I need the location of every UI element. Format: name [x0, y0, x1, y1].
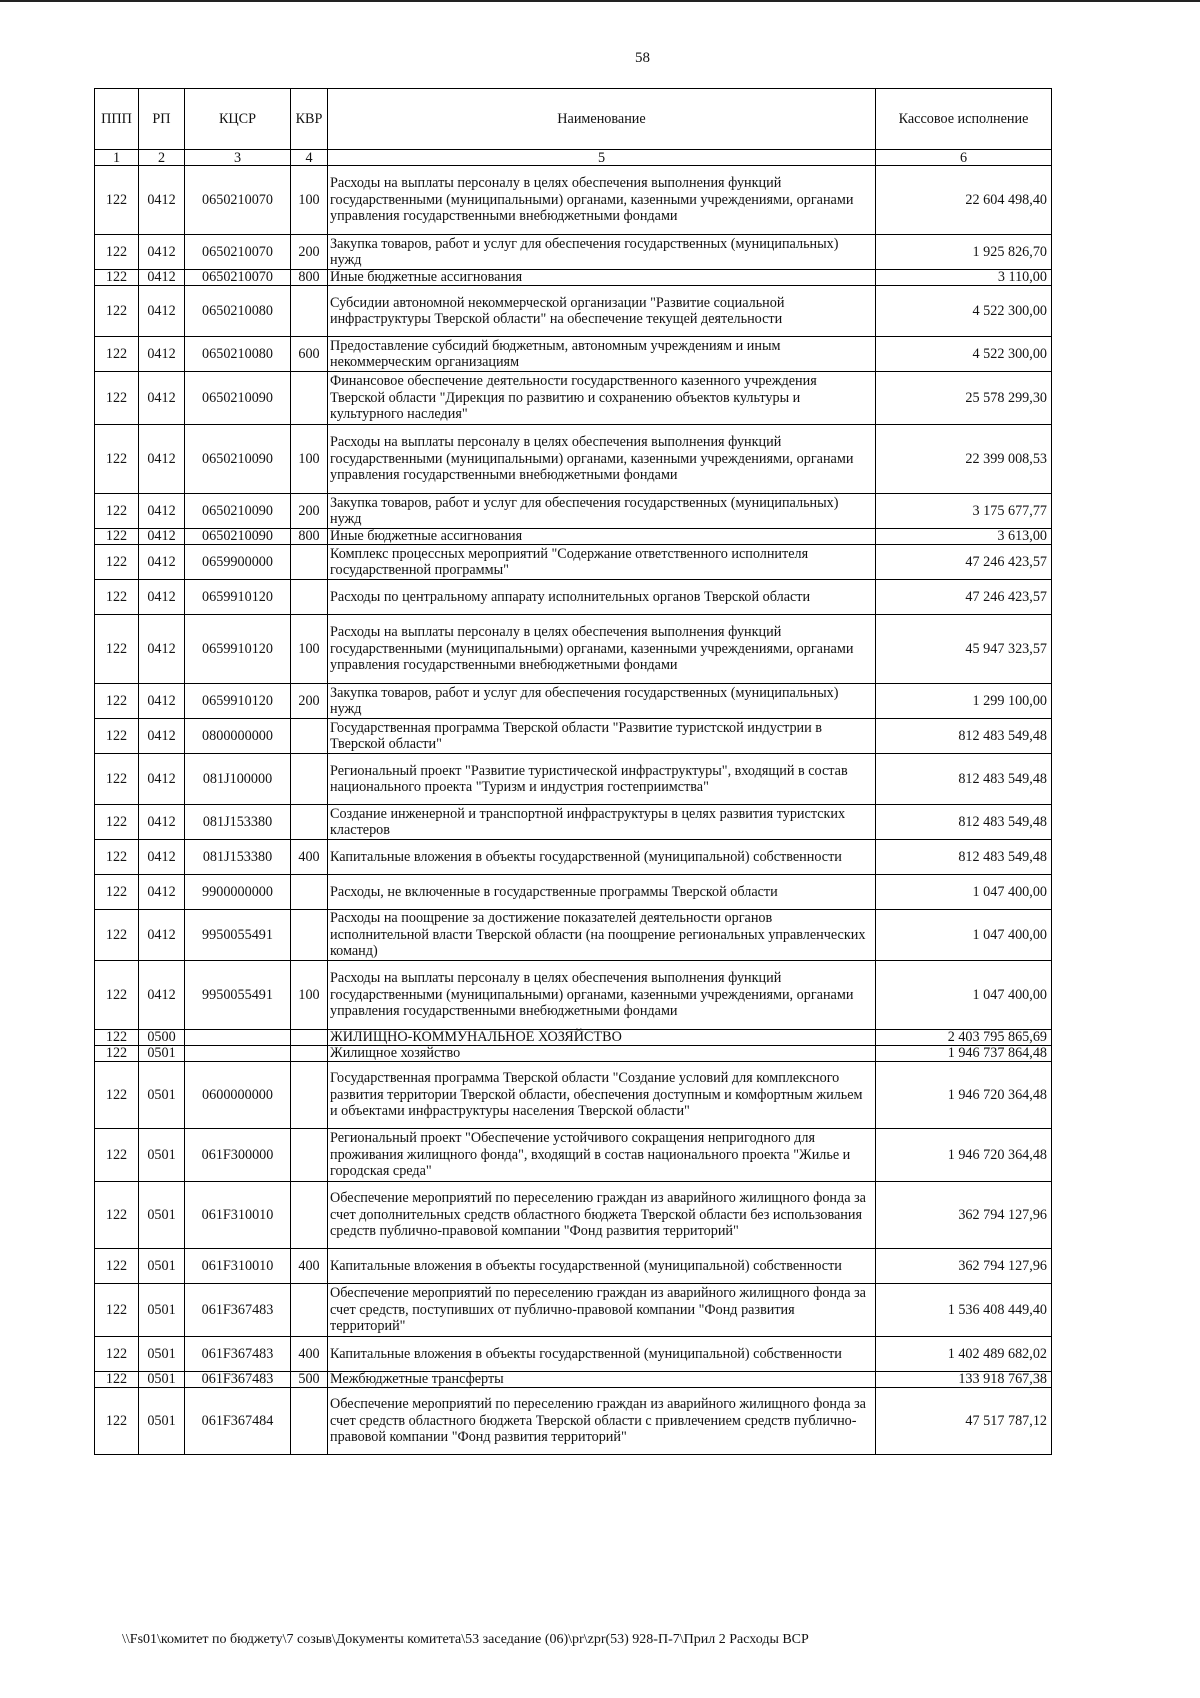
cell-cash-execution: 2 403 795 865,69 [876, 1030, 1052, 1046]
cell-ppp: 122 [95, 166, 139, 235]
cell-kcsr: 0650210090 [185, 494, 291, 529]
cell-kcsr: 061F300000 [185, 1129, 291, 1182]
cell-kcsr [185, 1030, 291, 1046]
cell-rp: 0412 [139, 580, 185, 615]
cell-kcsr: 061F367483 [185, 1284, 291, 1337]
header-kvr: КВР [291, 89, 328, 150]
cell-rp: 0412 [139, 286, 185, 337]
cell-cash-execution: 4 522 300,00 [876, 286, 1052, 337]
header-ppp: ППП [95, 89, 139, 150]
cell-name: Субсидии автономной некоммерческой организации "Развитие социальной инфраструктуры Тверской области" на обеспечение текущей деятельности [328, 286, 876, 337]
cell-kvr: 200 [291, 684, 328, 719]
cell-rp: 0412 [139, 719, 185, 754]
cell-kcsr: 0800000000 [185, 719, 291, 754]
page-number: 58 [635, 50, 650, 66]
cell-rp: 0412 [139, 840, 185, 875]
cell-name: Иные бюджетные ассигнования [328, 529, 876, 545]
cell-ppp: 122 [95, 494, 139, 529]
cell-name: Обеспечение мероприятий по переселению граждан из аварийного жилищного фонда за счет дополнительных средств областного бюджета Тверской области без использования средств публично-правовой компании "Фонд развития территорий" [328, 1182, 876, 1249]
cell-ppp: 122 [95, 1062, 139, 1129]
table-row [95, 719, 1052, 754]
cell-kvr [291, 1129, 328, 1182]
table-row [95, 372, 1052, 425]
cell-rp: 0412 [139, 754, 185, 805]
cell-cash-execution: 1 925 826,70 [876, 235, 1052, 270]
table-row [95, 615, 1052, 684]
cell-rp: 0412 [139, 910, 185, 961]
table-row [95, 286, 1052, 337]
cell-cash-execution: 812 483 549,48 [876, 805, 1052, 840]
cell-kcsr: 081J153380 [185, 840, 291, 875]
cell-rp: 0412 [139, 615, 185, 684]
cell-ppp: 122 [95, 372, 139, 425]
cell-rp: 0500 [139, 1030, 185, 1046]
column-number: 3 [185, 150, 291, 166]
cell-rp: 0412 [139, 875, 185, 910]
table-row [95, 910, 1052, 961]
cell-kcsr: 0650210070 [185, 166, 291, 235]
cell-kvr [291, 1046, 328, 1062]
table-row [95, 337, 1052, 372]
cell-kvr: 200 [291, 235, 328, 270]
cell-cash-execution: 4 522 300,00 [876, 337, 1052, 372]
table-row [95, 545, 1052, 580]
table-row [95, 235, 1052, 270]
header-cash-execution: Кассовое исполнение [876, 89, 1052, 150]
cell-kcsr: 081J100000 [185, 754, 291, 805]
cell-ppp: 122 [95, 961, 139, 1030]
cell-ppp: 122 [95, 1284, 139, 1337]
cell-ppp: 122 [95, 1046, 139, 1062]
cell-rp: 0412 [139, 684, 185, 719]
cell-cash-execution: 3 613,00 [876, 529, 1052, 545]
cell-ppp: 122 [95, 754, 139, 805]
cell-name: ЖИЛИЩНО-КОММУНАЛЬНОЕ ХОЗЯЙСТВО [328, 1030, 876, 1046]
table-row [95, 840, 1052, 875]
cell-name: Закупка товаров, работ и услуг для обеспечения государственных (муниципальных) нужд [328, 235, 876, 270]
cell-kcsr: 0659900000 [185, 545, 291, 580]
cell-ppp: 122 [95, 235, 139, 270]
table-row [95, 1030, 1052, 1046]
cell-cash-execution: 1 047 400,00 [876, 875, 1052, 910]
cell-kcsr: 0650210070 [185, 235, 291, 270]
cell-kcsr: 9950055491 [185, 961, 291, 1030]
cell-kvr: 500 [291, 1372, 328, 1388]
cell-ppp: 122 [95, 840, 139, 875]
cell-name: Расходы на выплаты персоналу в целях обеспечения выполнения функций государственными (муниципальными) органами, казенными учреждениями, органами управления государственными внебюджетными фондами [328, 166, 876, 235]
cell-kvr [291, 910, 328, 961]
cell-cash-execution: 3 110,00 [876, 270, 1052, 286]
cell-name: Иные бюджетные ассигнования [328, 270, 876, 286]
table-row [95, 425, 1052, 494]
cell-kvr: 400 [291, 840, 328, 875]
cell-kvr: 100 [291, 961, 328, 1030]
cell-kvr [291, 580, 328, 615]
cell-name: Региональный проект "Обеспечение устойчивого сокращения непригодного для проживания жилищного фонда", входящий в состав национального проекта "Жилье и городская среда" [328, 1129, 876, 1182]
column-number: 1 [95, 150, 139, 166]
cell-rp: 0501 [139, 1182, 185, 1249]
table-row [95, 1372, 1052, 1388]
table-row [95, 805, 1052, 840]
cell-cash-execution: 1 402 489 682,02 [876, 1337, 1052, 1372]
cell-name: Создание инженерной и транспортной инфраструктуры в целях развития туристских кластеров [328, 805, 876, 840]
table-row [95, 1249, 1052, 1284]
cell-name: Расходы на поощрение за достижение показателей деятельности органов исполнительной власти Тверской области (на поощрение региональных управленческих команд) [328, 910, 876, 961]
cell-ppp: 122 [95, 529, 139, 545]
table-row [95, 1388, 1052, 1455]
table-row [95, 1129, 1052, 1182]
cell-cash-execution: 3 175 677,77 [876, 494, 1052, 529]
cell-kvr [291, 719, 328, 754]
cell-rp: 0501 [139, 1372, 185, 1388]
cell-kcsr: 0650210080 [185, 337, 291, 372]
column-number: 4 [291, 150, 328, 166]
cell-ppp: 122 [95, 1030, 139, 1046]
cell-kcsr: 081J153380 [185, 805, 291, 840]
cell-kvr [291, 1030, 328, 1046]
cell-kcsr: 0650210090 [185, 372, 291, 425]
table-row [95, 580, 1052, 615]
cell-name: Расходы по центральному аппарату исполнительных органов Тверской области [328, 580, 876, 615]
cell-cash-execution: 22 604 498,40 [876, 166, 1052, 235]
cell-kvr [291, 875, 328, 910]
cell-kcsr: 0659910120 [185, 615, 291, 684]
cell-cash-execution: 812 483 549,48 [876, 754, 1052, 805]
cell-kcsr [185, 1046, 291, 1062]
cell-cash-execution: 1 946 737 864,48 [876, 1046, 1052, 1062]
cell-rp: 0501 [139, 1129, 185, 1182]
cell-cash-execution: 45 947 323,57 [876, 615, 1052, 684]
table-row [95, 494, 1052, 529]
cell-cash-execution: 1 946 720 364,48 [876, 1062, 1052, 1129]
cell-kvr [291, 286, 328, 337]
table-row [95, 1182, 1052, 1249]
cell-rp: 0501 [139, 1337, 185, 1372]
cell-ppp: 122 [95, 425, 139, 494]
cell-kvr [291, 1062, 328, 1129]
cell-kcsr: 0659910120 [185, 580, 291, 615]
cell-cash-execution: 1 946 720 364,48 [876, 1129, 1052, 1182]
cell-name: Расходы на выплаты персоналу в целях обеспечения выполнения функций государственными (муниципальными) органами, казенными учреждениями, органами управления государственными внебюджетными фондами [328, 425, 876, 494]
cell-kvr: 400 [291, 1337, 328, 1372]
cell-cash-execution: 812 483 549,48 [876, 840, 1052, 875]
cell-kcsr: 061F367484 [185, 1388, 291, 1455]
cell-kvr: 800 [291, 529, 328, 545]
cell-name: Государственная программа Тверской области "Развитие туристской индустрии в Тверской области" [328, 719, 876, 754]
budget-expenditure-table [94, 88, 1052, 1455]
cell-cash-execution: 25 578 299,30 [876, 372, 1052, 425]
cell-name: Расходы, не включенные в государственные программы Тверской области [328, 875, 876, 910]
cell-cash-execution: 1 047 400,00 [876, 910, 1052, 961]
table-row [95, 166, 1052, 235]
cell-kcsr: 061F310010 [185, 1182, 291, 1249]
cell-kvr [291, 545, 328, 580]
header-name: Наименование [328, 89, 876, 150]
cell-ppp: 122 [95, 1388, 139, 1455]
cell-kvr: 100 [291, 425, 328, 494]
cell-ppp: 122 [95, 1129, 139, 1182]
cell-name: Межбюджетные трансферты [328, 1372, 876, 1388]
cell-ppp: 122 [95, 270, 139, 286]
cell-kcsr: 0659910120 [185, 684, 291, 719]
cell-ppp: 122 [95, 286, 139, 337]
cell-kvr [291, 1388, 328, 1455]
cell-rp: 0412 [139, 337, 185, 372]
cell-ppp: 122 [95, 545, 139, 580]
cell-name: Жилищное хозяйство [328, 1046, 876, 1062]
cell-kcsr: 9900000000 [185, 875, 291, 910]
cell-kcsr: 9950055491 [185, 910, 291, 961]
cell-rp: 0412 [139, 235, 185, 270]
cell-kcsr: 061F367483 [185, 1372, 291, 1388]
cell-rp: 0412 [139, 270, 185, 286]
table-row [95, 529, 1052, 545]
cell-name: Государственная программа Тверской области "Создание условий для комплексного развития территории Тверской области, обеспечения доступным и комфортным жильем и объектами инфраструктуры населения Тверской области" [328, 1062, 876, 1129]
document-file-path: \\Fs01\комитет по бюджету\7 созыв\Документы комитета\53 заседание (06)\pr\zpr(53) 928-П-7\Прил 2 Расходы ВСР [122, 1632, 809, 1647]
cell-ppp: 122 [95, 337, 139, 372]
cell-rp: 0412 [139, 545, 185, 580]
cell-ppp: 122 [95, 580, 139, 615]
cell-ppp: 122 [95, 875, 139, 910]
cell-cash-execution: 1 047 400,00 [876, 961, 1052, 1030]
header-rp: РП [139, 89, 185, 150]
cell-ppp: 122 [95, 615, 139, 684]
cell-kcsr: 0650210080 [185, 286, 291, 337]
cell-cash-execution: 812 483 549,48 [876, 719, 1052, 754]
cell-name: Финансовое обеспечение деятельности государственного казенного учреждения Тверской области "Дирекция по развитию и сохранению объектов культуры и культурного наследия" [328, 372, 876, 425]
cell-ppp: 122 [95, 910, 139, 961]
column-number: 6 [876, 150, 1052, 166]
cell-name: Капитальные вложения в объекты государственной (муниципальной) собственности [328, 840, 876, 875]
cell-name: Предоставление субсидий бюджетным, автономным учреждениям и иным некоммерческим организациям [328, 337, 876, 372]
cell-rp: 0501 [139, 1062, 185, 1129]
cell-ppp: 122 [95, 684, 139, 719]
cell-kcsr: 0650210090 [185, 425, 291, 494]
cell-kvr: 100 [291, 166, 328, 235]
column-number-row [95, 150, 1052, 166]
cell-kvr [291, 805, 328, 840]
header-kcsr: КЦСР [185, 89, 291, 150]
cell-kvr: 200 [291, 494, 328, 529]
cell-cash-execution: 1 536 408 449,40 [876, 1284, 1052, 1337]
cell-name: Расходы на выплаты персоналу в целях обеспечения выполнения функций государственными (муниципальными) органами, казенными учреждениями, органами управления государственными внебюджетными фондами [328, 961, 876, 1030]
cell-cash-execution: 362 794 127,96 [876, 1249, 1052, 1284]
cell-rp: 0412 [139, 425, 185, 494]
cell-rp: 0412 [139, 494, 185, 529]
cell-kvr [291, 1284, 328, 1337]
table-row [95, 1284, 1052, 1337]
cell-cash-execution: 1 299 100,00 [876, 684, 1052, 719]
cell-name: Закупка товаров, работ и услуг для обеспечения государственных (муниципальных) нужд [328, 684, 876, 719]
cell-ppp: 122 [95, 1182, 139, 1249]
table-row [95, 1046, 1052, 1062]
cell-cash-execution: 22 399 008,53 [876, 425, 1052, 494]
table-row [95, 1337, 1052, 1372]
cell-name: Закупка товаров, работ и услуг для обеспечения государственных (муниципальных) нужд [328, 494, 876, 529]
cell-name: Обеспечение мероприятий по переселению граждан из аварийного жилищного фонда за счет средств областного бюджета Тверской области с привлечением средств публично-правовой компании "Фонд развития территорий" [328, 1388, 876, 1455]
cell-kcsr: 061F367483 [185, 1337, 291, 1372]
cell-cash-execution: 47 246 423,57 [876, 545, 1052, 580]
scan-top-edge [0, 0, 1200, 2]
cell-ppp: 122 [95, 805, 139, 840]
cell-cash-execution: 362 794 127,96 [876, 1182, 1052, 1249]
cell-name: Капитальные вложения в объекты государственной (муниципальной) собственности [328, 1249, 876, 1284]
cell-kvr [291, 754, 328, 805]
cell-name: Капитальные вложения в объекты государственной (муниципальной) собственности [328, 1337, 876, 1372]
cell-name: Расходы на выплаты персоналу в целях обеспечения выполнения функций государственными (муниципальными) органами, казенными учреждениями, органами управления государственными внебюджетными фондами [328, 615, 876, 684]
cell-ppp: 122 [95, 1372, 139, 1388]
cell-rp: 0501 [139, 1249, 185, 1284]
cell-cash-execution: 47 517 787,12 [876, 1388, 1052, 1455]
column-number: 5 [328, 150, 876, 166]
table-row [95, 684, 1052, 719]
cell-kvr [291, 372, 328, 425]
cell-kvr [291, 1182, 328, 1249]
cell-ppp: 122 [95, 1337, 139, 1372]
cell-kcsr: 061F310010 [185, 1249, 291, 1284]
table-row [95, 270, 1052, 286]
cell-name: Обеспечение мероприятий по переселению граждан из аварийного жилищного фонда за счет средств, поступивших от публично-правовой компании "Фонд развития территорий" [328, 1284, 876, 1337]
cell-cash-execution: 47 246 423,57 [876, 580, 1052, 615]
cell-rp: 0412 [139, 372, 185, 425]
table-row [95, 1062, 1052, 1129]
cell-ppp: 122 [95, 1249, 139, 1284]
cell-kvr: 800 [291, 270, 328, 286]
cell-rp: 0412 [139, 961, 185, 1030]
table-row [95, 961, 1052, 1030]
cell-kcsr: 0650210090 [185, 529, 291, 545]
column-number: 2 [139, 150, 185, 166]
cell-kcsr: 0600000000 [185, 1062, 291, 1129]
table-row [95, 875, 1052, 910]
table-row [95, 754, 1052, 805]
cell-rp: 0412 [139, 166, 185, 235]
cell-name: Комплекс процессных мероприятий "Содержание ответственного исполнителя государственной программы" [328, 545, 876, 580]
cell-cash-execution: 133 918 767,38 [876, 1372, 1052, 1388]
cell-name: Региональный проект "Развитие туристической инфраструктуры", входящий в состав национального проекта "Туризм и индустрия гостеприимства" [328, 754, 876, 805]
table-header-row [95, 89, 1052, 150]
cell-rp: 0501 [139, 1046, 185, 1062]
cell-ppp: 122 [95, 719, 139, 754]
cell-rp: 0412 [139, 529, 185, 545]
cell-kvr: 600 [291, 337, 328, 372]
cell-kcsr: 0650210070 [185, 270, 291, 286]
cell-rp: 0501 [139, 1388, 185, 1455]
cell-rp: 0412 [139, 805, 185, 840]
cell-kvr: 400 [291, 1249, 328, 1284]
cell-kvr: 100 [291, 615, 328, 684]
cell-rp: 0501 [139, 1284, 185, 1337]
